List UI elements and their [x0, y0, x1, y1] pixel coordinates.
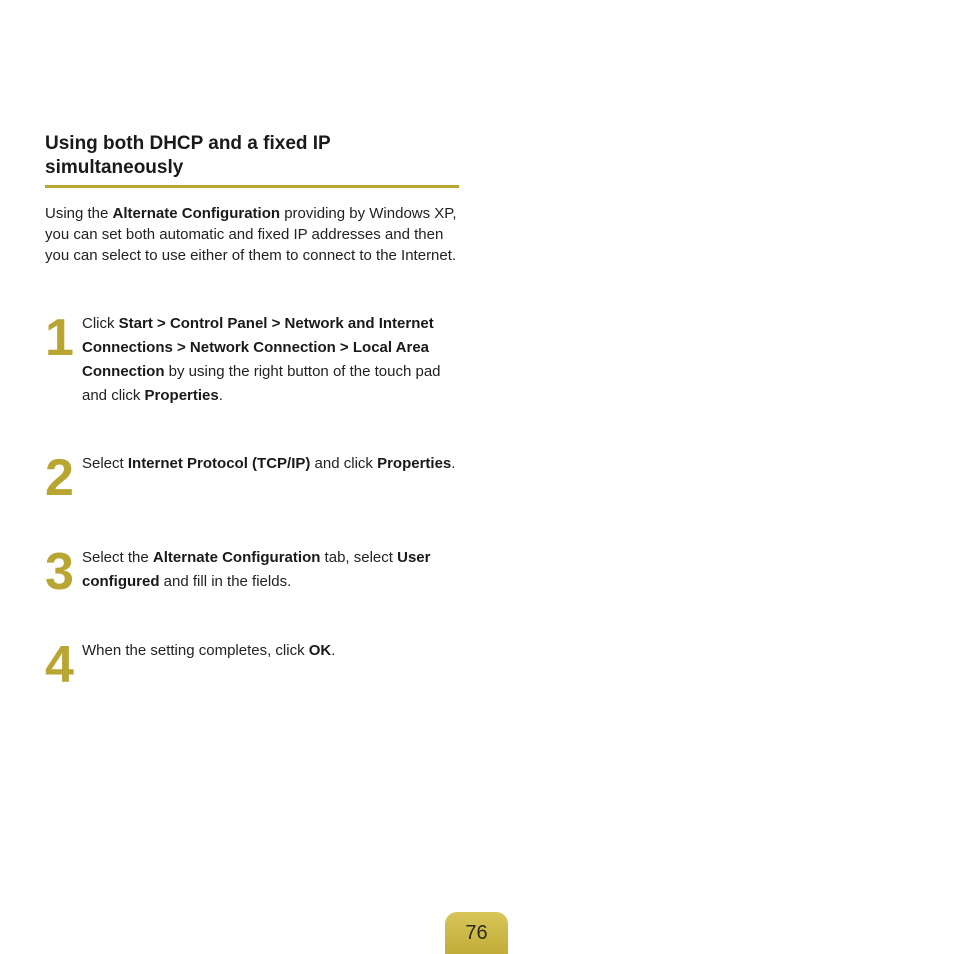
step-text: [82, 546, 465, 594]
step-bold: User configured: [82, 549, 431, 590]
step-menu-path: Start > Control Panel > Network and Internet Connections > Network Connection > Local Area Connection: [82, 315, 434, 380]
step-text-part: When the setting completes, click: [82, 642, 309, 659]
step-text-part: and fill in the fields.: [159, 573, 292, 590]
step-bold: Alternate Configuration: [152, 549, 321, 566]
step-bold: OK: [308, 642, 332, 659]
step-text-part: .: [331, 642, 336, 659]
step-text-part: and click: [310, 455, 378, 472]
page-number: 76: [465, 922, 488, 944]
step-text: [82, 312, 465, 408]
intro-text: Using the: [45, 205, 113, 222]
section-title: Using both DHCP and a fixed IP simultaneously: [45, 133, 331, 178]
page-number-tab: [445, 912, 508, 954]
step-text: [82, 639, 465, 663]
title-underline: [45, 185, 459, 188]
step-number: 2: [45, 449, 72, 507]
step-text-part: .: [451, 455, 456, 472]
step-number: 4: [45, 636, 72, 694]
step-text-part: Click: [82, 315, 119, 332]
step-text-part: by using the right button of the touch pad and click: [82, 363, 441, 404]
step-text-part: Select the: [82, 549, 153, 566]
step-text-part: .: [218, 387, 223, 404]
step-bold: Properties: [377, 455, 452, 472]
intro-paragraph: [45, 203, 461, 266]
step-text: [82, 452, 465, 476]
intro-text-end: providing by Windows XP, you can set both automatic and fixed IP addresses and then you can select to use either of them to connect to the Internet.: [45, 205, 457, 264]
step-text-part: tab, select: [320, 549, 398, 566]
step-number: 3: [45, 543, 72, 601]
step-bold: Properties: [144, 387, 219, 404]
step-bold: Internet Protocol (TCP/IP): [127, 455, 311, 472]
step-text-part: Select: [82, 455, 128, 472]
step-number: 1: [45, 309, 72, 367]
intro-bold: Alternate Configuration: [112, 205, 281, 222]
